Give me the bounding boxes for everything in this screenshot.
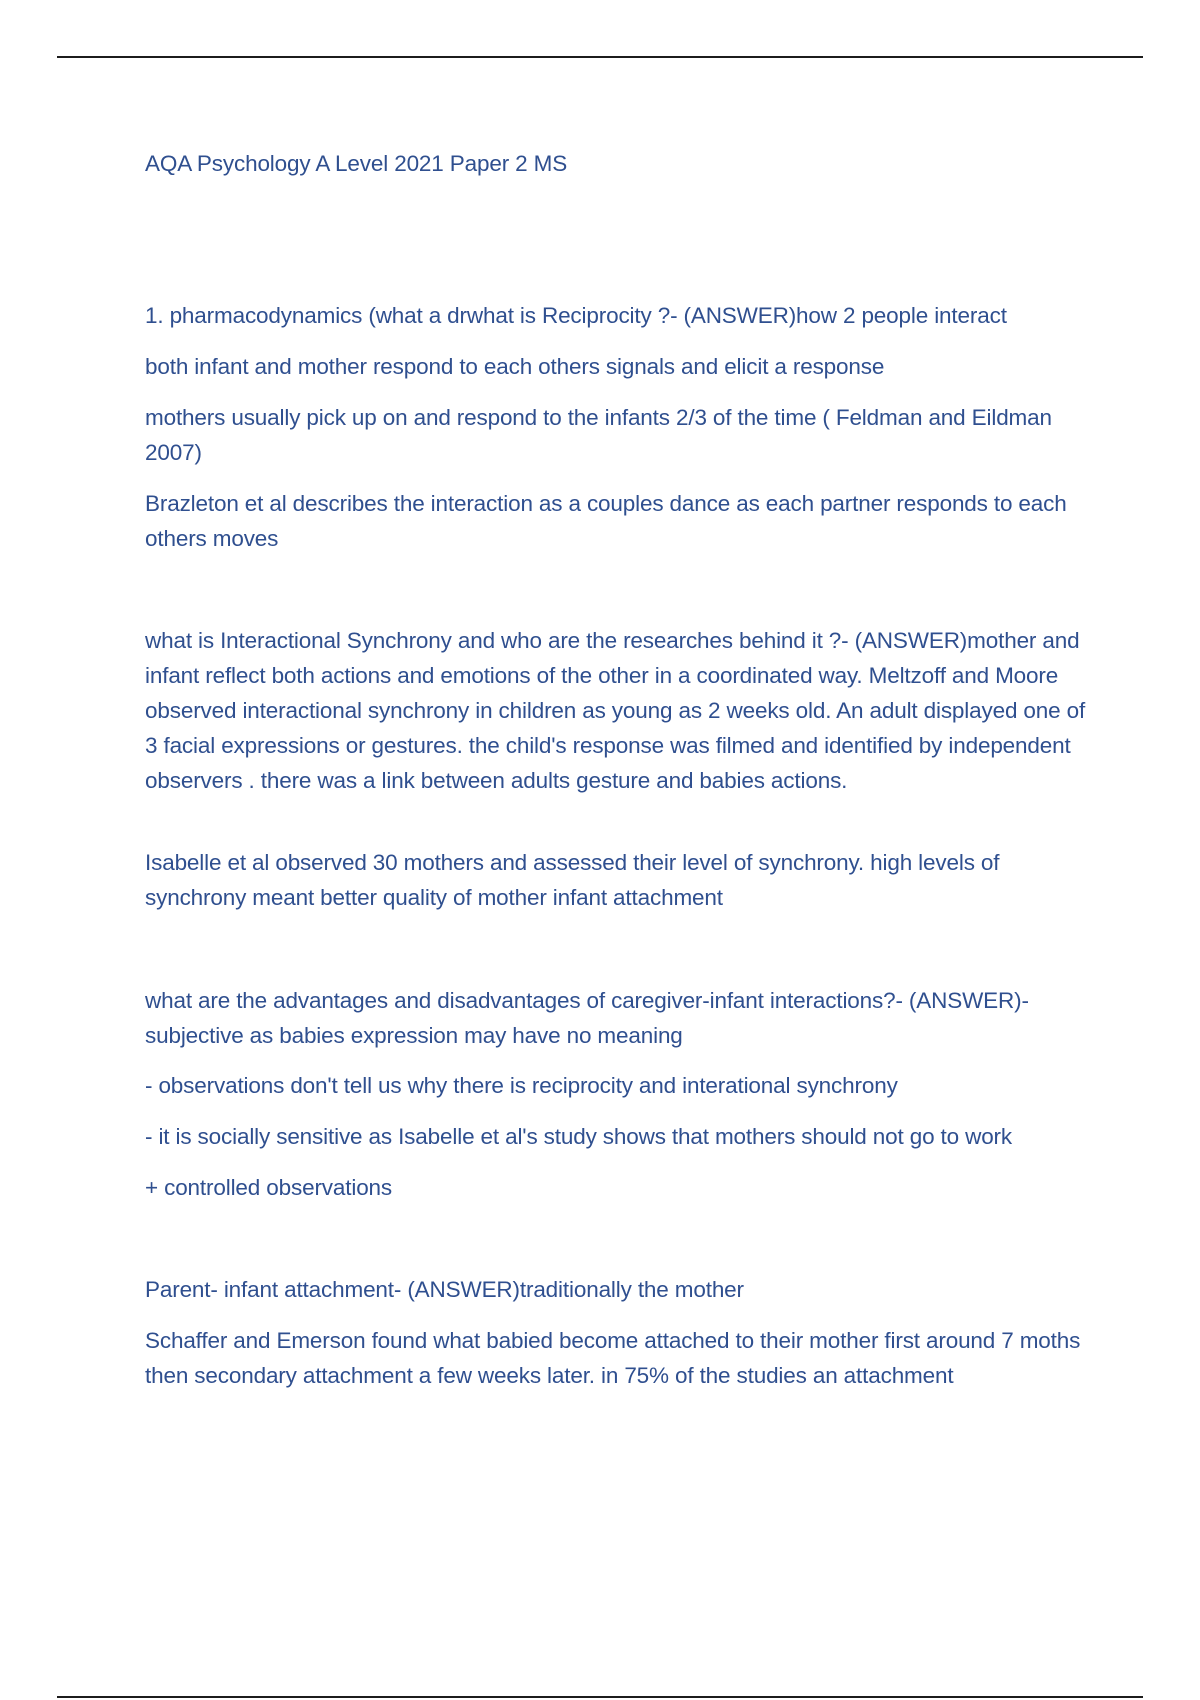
paragraph-reciprocity-question: 1. pharmacodynamics (what a drwhat is Reciprocity ?- (ANSWER)how 2 people interact: [145, 303, 1007, 328]
paragraph-isabelle: Isabelle et al observed 30 mothers and assessed their level of synchrony. high levels of synchrony meant better quality of mother infant attachment: [145, 850, 1000, 910]
bottom-rule: [57, 1696, 1143, 1698]
document-title: AQA Psychology A Level 2021 Paper 2 MS: [145, 151, 568, 176]
paragraph-parent-infant-attachment: Parent- infant attachment- (ANSWER)traditionally the mother: [145, 1277, 744, 1302]
top-rule: [57, 56, 1143, 58]
paragraph-observations: - observations don't tell us why there is reciprocity and interational synchrony: [145, 1073, 898, 1098]
paragraph-brazleton: Brazleton et al describes the interaction as a couples dance as each partner responds to each others moves: [145, 491, 1067, 551]
paragraph-controlled-observations: + controlled observations: [145, 1175, 393, 1200]
paragraph-schaffer-emerson: Schaffer and Emerson found what babied become attached to their mother first around 7 moths then secondary attachment a few weeks later. in 75% of the studies an attachment: [145, 1328, 1081, 1388]
paragraph-advantages-disadvantages: what are the advantages and disadvantages of caregiver-infant interactions?- (ANSWER)- subjective as babies expression may have no meaning: [145, 988, 1029, 1048]
paragraph-interactional-synchrony: what is Interactional Synchrony and who are the researches behind it ?- (ANSWER)mother and infant reflect both actions and emotions of the other in a coordinated way. Meltzoff and Moore observed interactional synchrony in children as young as 2 weeks old. An adult displayed one of 3 facial expressions or gestures. the child's response was filmed and identified by independent observers . there was a link between adults gesture and babies actions.: [145, 628, 1086, 793]
paragraph-reciprocity-signals: both infant and mother respond to each others signals and elicit a response: [145, 354, 885, 379]
paragraph-socially-sensitive: - it is socially sensitive as Isabelle et al's study shows that mothers should not go to work: [145, 1124, 1013, 1149]
paragraph-feldman-eildman: mothers usually pick up on and respond to the infants 2/3 of the time ( Feldman and Eildman 2007): [145, 405, 1052, 465]
